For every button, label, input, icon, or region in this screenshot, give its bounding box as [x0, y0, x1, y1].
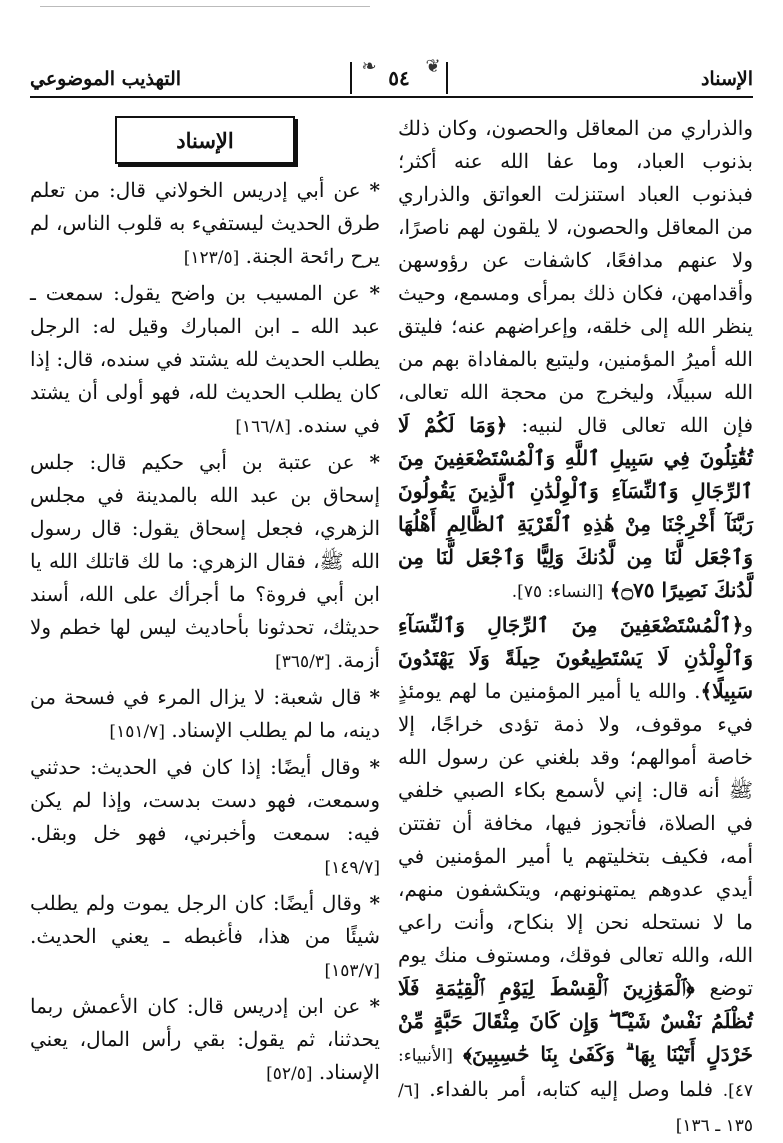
- paragraph-text: و: [743, 613, 753, 637]
- verse-reference: [النساء: ٧٥].: [511, 582, 604, 602]
- citation-reference: [١٥٣/٧]: [324, 961, 380, 981]
- entry-star-icon: *: [369, 685, 380, 709]
- paragraph-text: . والله يا أمير المؤمنين ما لهم يومئذٍ فيء موقوف، ولا ذمة تؤدى خراجًا، إلا خاصة أموالهم؛ وقد بلغني عن رسول الله ﷺ أنه قال: إني لأسمع بكاء الصبي خلفي في الصلاة، فأتجوز فيها، مخافة أن تفتتن أمه، فكيف بتخليتهم يا أمير المؤمنين في أيدي عدوهم يمتهنونهم، ويتكشفون منهم، ما لا نستحله نحن إلا بنكاح، وأنت راعي الله، والله تعالى فوقك، ومستوف منك يوم توضع: [398, 679, 754, 1000]
- quran-verse: ﴿ٱلْمُسْتَضْعَفِينَ مِنَ ٱلرِّجَالِ وَٱلنِّسَآءِ وَٱلْوِلْدَٰنِ لَا يَسْتَطِيعُونَ حِيلَةً وَلَا يَهْتَدُونَ سَبِيلًا﴾: [398, 613, 753, 703]
- entry-star-icon: *: [369, 994, 381, 1018]
- citation-reference: [٥٢/٥]: [266, 1064, 313, 1084]
- entry-star-icon: *: [369, 281, 380, 305]
- header-section-title: الإسناد: [700, 68, 753, 90]
- verse-reference: [الأنبياء: ٤٧].: [398, 1046, 754, 1101]
- quran-verse: ﴿ٱلْمَوَٰزِينَ ٱلْقِسْطَ لِيَوْمِ ٱلْقِيَٰمَةِ فَلَا تُظْلَمُ نَفْسٌ شَيْـًٔا ۖ وَإِن كَانَ مِثْقَالَ حَبَّةٍ مِّنْ خَرْدَلٍ أَتَيْنَا بِهَا ۗ وَكَفَىٰ بِنَا حَٰسِبِينَ﴾: [398, 976, 754, 1066]
- paragraph-text: فلما وصل إليه كتابه، أمر بالفداء.: [429, 1077, 714, 1101]
- entry-star-icon: *: [369, 450, 381, 474]
- entry-text: قال شعبة: لا يزال المرء في فسحة من دينه، ما لم يطلب الإسناد.: [30, 685, 380, 742]
- entry-list: [30, 174, 380, 1091]
- list-item: [30, 277, 380, 444]
- entry-text: عن عتبة بن أبي حكيم قال: جلس إسحاق بن عبد الله بالمدينة في مجلس الزهري، فجعل إسحاق يقول: قال رسول الله ﷺ، فقال الزهري: ما لك قاتلك الله يا ابن أبي فروة؟ ما أجرأك على الله، أسند حديثك، تحدثونا بأحاديث ليس لها خطم ولا أزمة.: [30, 450, 380, 672]
- floral-ornament-icon: ❦: [425, 56, 441, 77]
- page-header: [30, 56, 753, 102]
- citation-reference: [١٢٣/٥]: [183, 248, 240, 268]
- entry-text: عن المسيب بن واضح يقول: سمعت ـ عبد الله ـ ابن المبارك وقيل له: الرجل يطلب الحديث لله يشتد في سنده، قال: إذا كان يطلب الحديث لله، فهو أولى أن يشتد في سنده.: [30, 281, 380, 437]
- entry-text: عن أبي إدريس الخولاني قال: من تعلم طرق الحديث ليستفيء به قلوب الناس، لم يرح رائحة الجنة.: [30, 178, 380, 268]
- left-column: [30, 112, 380, 1093]
- paragraph-text: والذراري من المعاقل والحصون، وكان ذلك بذنوب العباد، وما عفا الله عنه أكثر؛ فبذنوب العباد استنزلت العواتق والذراري من المعاقل والحصون، لا يلقون لهم ناصرًا، ولا عنهم مدافعًا، كاشفات عن رؤوسهن وأقدامهن، فكان ذلك بمرأى ومسمع، وحيث ينظر الله إلى خلقه، وإعراضهم عنه؛ فليتق الله أميرُ المؤمنين، وليتبع بالمفاداة بهم من الله سبيلًا، وليخرج من محجة الله تعالى، فإن الله تعالى قال لنبيه:: [398, 116, 754, 437]
- quran-verse: ﴿وَمَا لَكُمْ لَا تُقَٰتِلُونَ فِي سَبِيلِ ٱللَّهِ وَٱلْمُسْتَضْعَفِينَ مِنَ ٱلرِّجَالِ وَٱلنِّسَآءِ وَٱلْوِلْدَٰنِ ٱلَّذِينَ يَقُولُونَ رَبَّنَآ أَخْرِجْنَا مِنْ هَٰذِهِ ٱلْقَرْيَةِ ٱلظَّالِمِ أَهْلُهَا وَٱجْعَل لَّنَا مِن لَّدُنكَ وَلِيًّا وَٱجْعَل لَّنَا مِن لَّدُنكَ نَصِيرًا ۝٧٥﴾: [398, 413, 753, 602]
- entry-text: وقال أيضًا: إذا كان في الحديث: حدثني وسمعت، فهو دست بدست، وإذا لم يكن فيه: سمعت وأخبرني، فهو خل وبقل.: [30, 755, 380, 845]
- body-paragraph: [398, 609, 753, 1143]
- floral-ornament-icon: ❧: [361, 56, 377, 77]
- entry-star-icon: *: [369, 755, 380, 779]
- header-divider: [30, 96, 753, 98]
- list-item: [30, 446, 380, 679]
- citation-reference: [١٤٩/٧]: [324, 858, 380, 878]
- entry-star-icon: *: [369, 891, 381, 915]
- list-item: [30, 887, 380, 988]
- section-heading-box: [115, 116, 295, 164]
- header-book-title: التهذيب الموضوعي: [30, 68, 182, 90]
- list-item: [30, 990, 380, 1091]
- citation-reference: [٦/ ١٣٥ ـ ١٣٦]: [398, 1081, 753, 1136]
- entry-text: وقال أيضًا: كان الرجل يموت ولم يطلب شيئًا من هذا، فأغبطه ـ يعني الحديث.: [30, 891, 380, 948]
- section-heading: الإسناد: [176, 127, 234, 153]
- citation-reference: [١٥١/٧]: [109, 722, 165, 742]
- citation-reference: [١٦٦/٨]: [235, 417, 291, 437]
- entry-text: عن ابن إدريس قال: كان الأعمش ربما يحدثنا، ثم يقول: بقي رأس المال، يعني الإسناد.: [30, 994, 380, 1084]
- right-column: [398, 112, 753, 1143]
- page-number: ٥٤: [350, 62, 448, 94]
- list-item: [30, 681, 380, 749]
- entry-star-icon: *: [369, 178, 381, 202]
- citation-reference: [٣٦٥/٣]: [275, 652, 331, 672]
- list-item: [30, 174, 380, 275]
- body-paragraph: [398, 112, 753, 609]
- top-rule: [40, 6, 370, 7]
- list-item: [30, 751, 380, 885]
